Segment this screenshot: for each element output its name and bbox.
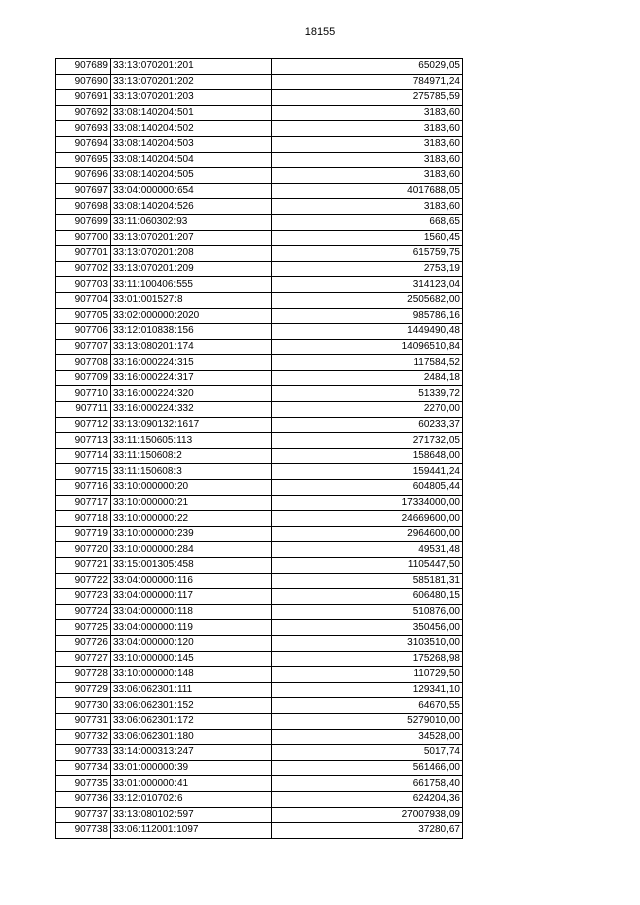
table-row [56,604,463,620]
cadastral-number-cell: 33:11:150608:3 [111,464,272,480]
value-cell: 2505682,00 [272,292,463,308]
table-row [56,589,463,605]
cadastral-number-cell: 33:15:001305:458 [111,558,272,574]
row-id-cell: 907690 [56,74,111,90]
value-cell: 3103510,00 [272,635,463,651]
value-cell: 27007938,09 [272,807,463,823]
cadastral-number-cell: 33:13:070201:202 [111,74,272,90]
value-cell: 3183,60 [272,199,463,215]
row-id-cell: 907722 [56,573,111,589]
row-id-cell: 907692 [56,105,111,121]
value-cell: 314123,04 [272,277,463,293]
row-id-cell: 907717 [56,495,111,511]
row-id-cell: 907719 [56,526,111,542]
value-cell: 615759,75 [272,246,463,262]
cadastral-number-cell: 33:13:080102:597 [111,807,272,823]
table-row [56,558,463,574]
row-id-cell: 907696 [56,168,111,184]
value-cell: 64670,55 [272,698,463,714]
row-id-cell: 907699 [56,214,111,230]
cadastral-number-cell: 33:13:080201:174 [111,339,272,355]
cadastral-number-cell: 33:10:000000:21 [111,495,272,511]
value-cell: 585181,31 [272,573,463,589]
table-row [56,635,463,651]
table-row [56,776,463,792]
value-cell: 3183,60 [272,168,463,184]
value-cell: 784971,24 [272,74,463,90]
value-cell: 271732,05 [272,433,463,449]
row-id-cell: 907693 [56,121,111,137]
table-row [56,807,463,823]
table-row [56,277,463,293]
value-cell: 129341,10 [272,682,463,698]
row-id-cell: 907701 [56,246,111,262]
table-row [56,246,463,262]
cadastral-number-cell: 33:01:000000:39 [111,760,272,776]
value-cell: 510876,00 [272,604,463,620]
row-id-cell: 907689 [56,59,111,75]
table-row [56,651,463,667]
table-row [56,308,463,324]
table-row [56,511,463,527]
value-cell: 3183,60 [272,152,463,168]
row-id-cell: 907703 [56,277,111,293]
value-cell: 604805,44 [272,480,463,496]
value-cell: 60233,37 [272,417,463,433]
cadastral-number-cell: 33:08:140204:504 [111,152,272,168]
row-id-cell: 907730 [56,698,111,714]
row-id-cell: 907729 [56,682,111,698]
value-cell: 117584,52 [272,355,463,371]
row-id-cell: 907704 [56,292,111,308]
table-row [56,168,463,184]
cadastral-number-cell: 33:16:000224:315 [111,355,272,371]
table-row [56,480,463,496]
cadastral-number-cell: 33:04:000000:120 [111,635,272,651]
cadastral-value-table [55,58,463,839]
row-id-cell: 907691 [56,90,111,106]
cadastral-number-cell: 33:06:062301:180 [111,729,272,745]
table-row [56,74,463,90]
table-row [56,495,463,511]
table-row [56,59,463,75]
value-cell: 49531,48 [272,542,463,558]
table-row [56,729,463,745]
table-row [56,370,463,386]
table-row [56,386,463,402]
value-cell: 624204,36 [272,791,463,807]
value-cell: 2484,18 [272,370,463,386]
row-id-cell: 907725 [56,620,111,636]
table-row [56,152,463,168]
cadastral-number-cell: 33:08:140204:526 [111,199,272,215]
table-body [56,59,463,839]
value-cell: 4017688,05 [272,183,463,199]
row-id-cell: 907728 [56,667,111,683]
cadastral-number-cell: 33:08:140204:501 [111,105,272,121]
table-row [56,526,463,542]
row-id-cell: 907709 [56,370,111,386]
cadastral-number-cell: 33:10:000000:239 [111,526,272,542]
row-id-cell: 907711 [56,402,111,418]
cadastral-number-cell: 33:10:000000:22 [111,511,272,527]
cadastral-number-cell: 33:10:000000:20 [111,480,272,496]
value-cell: 159441,24 [272,464,463,480]
value-cell: 110729,50 [272,667,463,683]
cadastral-number-cell: 33:16:000224:332 [111,402,272,418]
table-row [56,464,463,480]
row-id-cell: 907726 [56,635,111,651]
table-row [56,682,463,698]
cadastral-number-cell: 33:06:062301:172 [111,713,272,729]
value-cell: 2753,19 [272,261,463,277]
table-row [56,339,463,355]
row-id-cell: 907738 [56,823,111,839]
table-row [56,433,463,449]
row-id-cell: 907695 [56,152,111,168]
row-id-cell: 907700 [56,230,111,246]
row-id-cell: 907735 [56,776,111,792]
row-id-cell: 907702 [56,261,111,277]
table-row [56,620,463,636]
cadastral-number-cell: 33:02:000000:2020 [111,308,272,324]
cadastral-number-cell: 33:13:070201:201 [111,59,272,75]
row-id-cell: 907733 [56,745,111,761]
value-cell: 3183,60 [272,136,463,152]
cadastral-number-cell: 33:12:010838:156 [111,324,272,340]
value-cell: 51339,72 [272,386,463,402]
table-row [56,230,463,246]
table-row [56,417,463,433]
table-row [56,791,463,807]
value-cell: 2964600,00 [272,526,463,542]
cadastral-number-cell: 33:10:000000:148 [111,667,272,683]
cadastral-number-cell: 33:13:070201:207 [111,230,272,246]
value-cell: 5017,74 [272,745,463,761]
table-row [56,199,463,215]
cadastral-number-cell: 33:11:060302:93 [111,214,272,230]
value-cell: 3183,60 [272,105,463,121]
value-cell: 1449490,48 [272,324,463,340]
row-id-cell: 907694 [56,136,111,152]
cadastral-number-cell: 33:04:000000:118 [111,604,272,620]
value-cell: 158648,00 [272,448,463,464]
table-row [56,214,463,230]
cadastral-number-cell: 33:06:062301:111 [111,682,272,698]
table-row [56,355,463,371]
row-id-cell: 907698 [56,199,111,215]
row-id-cell: 907713 [56,433,111,449]
cadastral-number-cell: 33:12:010702:6 [111,791,272,807]
row-id-cell: 907708 [56,355,111,371]
row-id-cell: 907718 [56,511,111,527]
row-id-cell: 907707 [56,339,111,355]
row-id-cell: 907737 [56,807,111,823]
cadastral-number-cell: 33:08:140204:502 [111,121,272,137]
row-id-cell: 907706 [56,324,111,340]
cadastral-number-cell: 33:16:000224:320 [111,386,272,402]
cadastral-number-cell: 33:04:000000:654 [111,183,272,199]
cadastral-number-cell: 33:08:140204:503 [111,136,272,152]
cadastral-number-cell: 33:13:090132:1617 [111,417,272,433]
table-row [56,542,463,558]
table-row [56,573,463,589]
row-id-cell: 907731 [56,713,111,729]
table-row [56,90,463,106]
value-cell: 1105447,50 [272,558,463,574]
row-id-cell: 907734 [56,760,111,776]
row-id-cell: 907721 [56,558,111,574]
value-cell: 1560,45 [272,230,463,246]
row-id-cell: 907723 [56,589,111,605]
cadastral-number-cell: 33:01:000000:41 [111,776,272,792]
cadastral-number-cell: 33:04:000000:116 [111,573,272,589]
cadastral-number-cell: 33:10:000000:145 [111,651,272,667]
value-cell: 661758,40 [272,776,463,792]
table-row [56,183,463,199]
table-row [56,713,463,729]
cadastral-number-cell: 33:16:000224:317 [111,370,272,386]
row-id-cell: 907712 [56,417,111,433]
row-id-cell: 907705 [56,308,111,324]
value-cell: 24669600,00 [272,511,463,527]
value-cell: 350456,00 [272,620,463,636]
value-cell: 668,65 [272,214,463,230]
table-row [56,292,463,308]
cadastral-number-cell: 33:01:001527:8 [111,292,272,308]
cadastral-number-cell: 33:13:070201:203 [111,90,272,106]
value-cell: 3183,60 [272,121,463,137]
table-row [56,448,463,464]
table-row [56,667,463,683]
value-cell: 65029,05 [272,59,463,75]
cadastral-number-cell: 33:04:000000:119 [111,620,272,636]
table-row [56,121,463,137]
cadastral-number-cell: 33:11:150605:113 [111,433,272,449]
cadastral-number-cell: 33:08:140204:505 [111,168,272,184]
cadastral-number-cell: 33:06:062301:152 [111,698,272,714]
cadastral-number-cell: 33:10:000000:284 [111,542,272,558]
cadastral-number-cell: 33:11:100406:555 [111,277,272,293]
cadastral-number-cell: 33:14:000313:247 [111,745,272,761]
row-id-cell: 907710 [56,386,111,402]
table-row [56,261,463,277]
row-id-cell: 907732 [56,729,111,745]
table-row [56,823,463,839]
row-id-cell: 907724 [56,604,111,620]
cadastral-number-cell: 33:04:000000:117 [111,589,272,605]
value-cell: 14096510,84 [272,339,463,355]
value-cell: 2270,00 [272,402,463,418]
table-row [56,324,463,340]
value-cell: 17334000,00 [272,495,463,511]
table-row [56,402,463,418]
value-cell: 37280,67 [272,823,463,839]
row-id-cell: 907736 [56,791,111,807]
value-cell: 606480,15 [272,589,463,605]
value-cell: 175268,98 [272,651,463,667]
table-row [56,760,463,776]
row-id-cell: 907714 [56,448,111,464]
value-cell: 275785,59 [272,90,463,106]
row-id-cell: 907716 [56,480,111,496]
cadastral-number-cell: 33:13:070201:208 [111,246,272,262]
cadastral-number-cell: 33:13:070201:209 [111,261,272,277]
row-id-cell: 907697 [56,183,111,199]
page-number: 18155 [304,26,336,38]
table-row [56,136,463,152]
value-cell: 985786,16 [272,308,463,324]
table-row [56,105,463,121]
row-id-cell: 907715 [56,464,111,480]
row-id-cell: 907727 [56,651,111,667]
table-row [56,698,463,714]
value-cell: 5279010,00 [272,713,463,729]
cadastral-number-cell: 33:11:150608:2 [111,448,272,464]
value-cell: 561466,00 [272,760,463,776]
table-row [56,745,463,761]
value-cell: 34528,00 [272,729,463,745]
cadastral-number-cell: 33:06:112001:1097 [111,823,272,839]
row-id-cell: 907720 [56,542,111,558]
